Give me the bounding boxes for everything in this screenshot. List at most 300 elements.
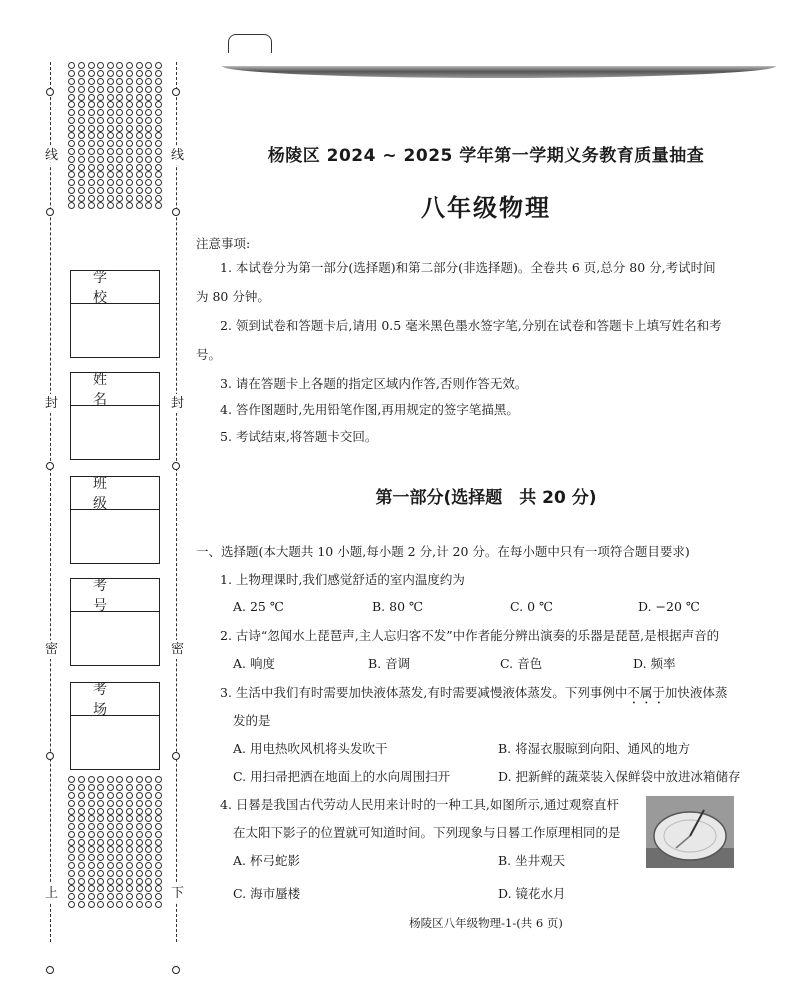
- binding-dot: [88, 187, 95, 194]
- binding-dot: [107, 164, 114, 171]
- field-box-name[interactable]: [70, 372, 160, 460]
- binding-dot: [107, 870, 114, 877]
- binding-dot: [88, 885, 95, 892]
- binding-dot: [68, 109, 75, 116]
- binding-dot: [97, 878, 104, 885]
- binding-dot: [145, 831, 152, 838]
- binding-dot: [97, 179, 104, 186]
- binding-dot: [78, 70, 85, 77]
- note-item-2-line-1: 2. 领到试卷和答题卡后,请用 0.5 毫米黑色墨水签字笔,分别在试卷和答题卡上填写姓名和考: [220, 318, 722, 333]
- binding-dot: [116, 195, 123, 202]
- binding-dot: [97, 776, 104, 783]
- binding-dot: [78, 815, 85, 822]
- binding-dot: [145, 171, 152, 178]
- binding-dot: [97, 839, 104, 846]
- binding-dot: [126, 885, 133, 892]
- question-4-stem-line-1: 4. 日晷是我国古代劳动人民用来计时的一种工具,如图所示,通过观察直杆: [220, 797, 619, 812]
- binding-dot: [88, 823, 95, 830]
- binding-dot: [97, 70, 104, 77]
- binding-dot: [68, 870, 75, 877]
- binding-dot: [97, 862, 104, 869]
- binding-dot: [155, 171, 162, 178]
- binding-dot: [78, 125, 85, 132]
- binding-dot: [126, 815, 133, 822]
- binding-dot: [68, 62, 75, 69]
- binding-dot: [136, 792, 143, 799]
- binding-dot: [107, 195, 114, 202]
- binding-dot: [107, 846, 114, 853]
- binding-dot: [136, 132, 143, 139]
- binding-dot: [68, 792, 75, 799]
- question-3-stem-line-1: [220, 683, 727, 707]
- binding-dot: [116, 800, 123, 807]
- binding-dot: [97, 140, 104, 147]
- binding-dot: [136, 870, 143, 877]
- binding-dot: [88, 792, 95, 799]
- binding-dot: [155, 839, 162, 846]
- binding-dot: [126, 70, 133, 77]
- binding-dot: [126, 148, 133, 155]
- binding-dot: [155, 792, 162, 799]
- notes-heading: 注意事项:: [196, 236, 251, 251]
- binding-dot: [97, 94, 104, 101]
- binding-dot: [116, 815, 123, 822]
- binding-knot: [172, 752, 180, 760]
- binding-dot: [126, 187, 133, 194]
- binding-dot: [136, 125, 143, 132]
- binding-dot: [68, 125, 75, 132]
- binding-dot: [126, 164, 133, 171]
- binding-dot: [107, 784, 114, 791]
- binding-dot: [68, 94, 75, 101]
- binding-dot: [116, 885, 123, 892]
- binding-dot: [126, 117, 133, 124]
- binding-dot: [145, 109, 152, 116]
- binding-dot: [136, 171, 143, 178]
- binding-dot: [145, 776, 152, 783]
- binding-dot: [107, 70, 114, 77]
- header-decorative-band: [222, 66, 776, 78]
- binding-dot: [145, 156, 152, 163]
- binding-dot: [145, 808, 152, 815]
- binding-dot: [78, 800, 85, 807]
- binding-dot: [78, 78, 85, 85]
- binding-dot: [88, 893, 95, 900]
- binding-dot: [88, 70, 95, 77]
- binding-knot: [46, 88, 54, 96]
- binding-dot: [68, 101, 75, 108]
- binding-marker-feng: 封: [45, 396, 59, 411]
- part1-instruction: 一、选择题(本大题共 10 小题,每小题 2 分,计 20 分。在每小题中只有一项符合题目要求): [196, 544, 690, 559]
- field-label-exam-room: 考场: [71, 683, 159, 716]
- sundial-image: [646, 796, 734, 868]
- binding-dot: [78, 831, 85, 838]
- binding-dot: [145, 901, 152, 908]
- binding-dot: [97, 901, 104, 908]
- binding-dot: [136, 109, 143, 116]
- binding-dot: [78, 86, 85, 93]
- binding-dot: [78, 878, 85, 885]
- binding-dot: [97, 195, 104, 202]
- binding-dot: [88, 854, 95, 861]
- binding-dot: [145, 885, 152, 892]
- binding-dot: [68, 823, 75, 830]
- binding-dot: [97, 792, 104, 799]
- binding-dot: [97, 171, 104, 178]
- binding-dot: [88, 870, 95, 877]
- binding-dot: [78, 901, 85, 908]
- binding-dot: [68, 86, 75, 93]
- binding-dot: [145, 101, 152, 108]
- binding-dot: [107, 156, 114, 163]
- field-label-school: 学校: [71, 271, 159, 304]
- binding-dot: [155, 854, 162, 861]
- binding-dot: [88, 117, 95, 124]
- binding-dot: [155, 78, 162, 85]
- binding-dot: [126, 854, 133, 861]
- binding-dot: [88, 808, 95, 815]
- binding-dot: [78, 171, 85, 178]
- binding-dot: [136, 140, 143, 147]
- binding-dot: [107, 101, 114, 108]
- binding-dot: [126, 893, 133, 900]
- binding-dot: [126, 808, 133, 815]
- binding-dot: [78, 132, 85, 139]
- binding-dot: [136, 808, 143, 815]
- binding-dot: [116, 179, 123, 186]
- question-1-option-c: C. 0 ℃: [510, 599, 553, 614]
- binding-dot: [116, 854, 123, 861]
- binding-dot: [78, 62, 85, 69]
- binding-dot: [145, 140, 152, 147]
- question-2-option-d: D. 频率: [633, 656, 676, 671]
- binding-dot: [155, 70, 162, 77]
- subject-title: 八年级物理: [421, 194, 551, 222]
- binding-dot: [107, 854, 114, 861]
- binding-dot: [97, 846, 104, 853]
- binding-dot: [126, 901, 133, 908]
- binding-strip: [0, 0, 200, 989]
- binding-dot: [116, 101, 123, 108]
- binding-dot: [116, 776, 123, 783]
- binding-dot: [136, 101, 143, 108]
- binding-knot: [172, 208, 180, 216]
- binding-dot: [126, 125, 133, 132]
- binding-dot: [136, 800, 143, 807]
- binding-marker-mi: 密: [45, 642, 59, 657]
- binding-dot: [136, 815, 143, 822]
- binding-dot: [126, 94, 133, 101]
- binding-dot: [107, 148, 114, 155]
- page-footer: 杨陵区八年级物理-1-(共 6 页): [409, 916, 563, 930]
- binding-dot: [97, 823, 104, 830]
- binding-dot: [68, 776, 75, 783]
- binding-dot: [136, 62, 143, 69]
- binding-dot: [145, 823, 152, 830]
- binding-dot: [107, 187, 114, 194]
- binding-dot: [97, 808, 104, 815]
- binding-dot: [107, 862, 114, 869]
- question-4-option-c: C. 海市蜃楼: [233, 886, 301, 901]
- binding-dot: [145, 784, 152, 791]
- binding-dot: [68, 800, 75, 807]
- binding-dot: [155, 187, 162, 194]
- binding-dot: [68, 140, 75, 147]
- binding-dot: [88, 132, 95, 139]
- binding-dot: [78, 776, 85, 783]
- binding-dot: [116, 117, 123, 124]
- binding-dot: [155, 893, 162, 900]
- question-3-stem-line-2: 发的是: [233, 713, 271, 728]
- question-3-option-d: D. 把新鲜的蔬菜装入保鲜袋中放进冰箱储存: [498, 769, 741, 784]
- binding-dot: [155, 808, 162, 815]
- binding-marker-feng: 封: [171, 396, 185, 411]
- question-4-option-d: D. 镜花水月: [498, 886, 566, 901]
- binding-dot: [88, 846, 95, 853]
- binding-dot: [97, 831, 104, 838]
- binding-dot: [116, 132, 123, 139]
- question-2-option-a: A. 响度: [233, 656, 275, 671]
- binding-dot: [107, 800, 114, 807]
- binding-dot: [78, 784, 85, 791]
- binding-dot: [136, 202, 143, 209]
- binding-dot: [78, 109, 85, 116]
- binding-dot: [155, 831, 162, 838]
- question-3-option-b: B. 将湿衣服晾到向阳、通风的地方: [498, 741, 691, 756]
- binding-dot: [126, 78, 133, 85]
- binding-dot: [145, 187, 152, 194]
- binding-dot: [97, 132, 104, 139]
- binding-dot: [145, 800, 152, 807]
- binding-dot: [145, 164, 152, 171]
- binding-dot: [126, 862, 133, 869]
- binding-dot: [78, 179, 85, 186]
- binding-dot: [97, 148, 104, 155]
- binding-dot: [88, 862, 95, 869]
- binding-dot: [78, 101, 85, 108]
- binding-dot: [145, 195, 152, 202]
- binding-dot: [97, 187, 104, 194]
- binding-dot: [136, 831, 143, 838]
- binding-dot: [68, 156, 75, 163]
- binding-dot: [68, 148, 75, 155]
- binding-dot: [88, 101, 95, 108]
- binding-dot: [116, 94, 123, 101]
- binding-dot: [136, 179, 143, 186]
- note-item-1-line-1: 1. 本试卷分为第一部分(选择题)和第二部分(非选择题)。全卷共 6 页,总分 80 分,考试时间: [220, 260, 716, 275]
- binding-dot: [97, 164, 104, 171]
- binding-dot: [68, 132, 75, 139]
- binding-dot: [155, 156, 162, 163]
- binding-dot: [126, 179, 133, 186]
- binding-dot: [88, 784, 95, 791]
- binding-dot: [107, 776, 114, 783]
- binding-dot: [88, 901, 95, 908]
- binding-dot: [88, 164, 95, 171]
- binding-dot: [68, 839, 75, 846]
- binding-dot: [107, 117, 114, 124]
- question-4-option-a: A. 杯弓蛇影: [233, 853, 300, 868]
- binding-dot: [136, 776, 143, 783]
- question-3-option-c: C. 用扫帚把洒在地面上的水向周围扫开: [233, 769, 451, 784]
- binding-dot: [136, 94, 143, 101]
- binding-dot: [136, 862, 143, 869]
- binding-dot: [126, 156, 133, 163]
- binding-knot: [46, 752, 54, 760]
- binding-dot: [107, 893, 114, 900]
- binding-dot: [97, 893, 104, 900]
- binding-dot: [68, 187, 75, 194]
- binding-knot: [46, 208, 54, 216]
- binding-dot: [116, 839, 123, 846]
- binding-dot: [136, 846, 143, 853]
- binding-dot: [68, 885, 75, 892]
- binding-dot: [145, 878, 152, 885]
- binding-dot: [97, 800, 104, 807]
- binding-dot: [88, 800, 95, 807]
- binding-knot: [46, 966, 54, 974]
- binding-dot: [107, 62, 114, 69]
- binding-dot: [107, 78, 114, 85]
- question-2-stem: 2. 古诗“忽闻水上琵琶声,主人忘归客不发”中作者能分辨出演奏的乐器是琵琶,是根据声音的: [220, 628, 720, 643]
- binding-dot: [68, 78, 75, 85]
- binding-dot: [116, 109, 123, 116]
- binding-dot: [116, 862, 123, 869]
- binding-dot: [88, 202, 95, 209]
- binding-dot: [78, 808, 85, 815]
- binding-dot: [78, 870, 85, 877]
- field-box-class[interactable]: [70, 476, 160, 564]
- binding-dot: [107, 179, 114, 186]
- binding-dot: [145, 815, 152, 822]
- binding-dot: [155, 885, 162, 892]
- binding-dot: [136, 885, 143, 892]
- note-item-5: 5. 考试结束,将答题卡交回。: [220, 429, 378, 444]
- binding-dot: [97, 117, 104, 124]
- binding-knot: [172, 966, 180, 974]
- field-box-exam-room[interactable]: [70, 682, 160, 770]
- binding-dot: [116, 156, 123, 163]
- binding-dot: [126, 171, 133, 178]
- binding-dot: [126, 195, 133, 202]
- binding-dot: [155, 862, 162, 869]
- binding-dot: [116, 148, 123, 155]
- binding-dot: [136, 117, 143, 124]
- binding-dot: [88, 125, 95, 132]
- binding-dot: [126, 878, 133, 885]
- binding-dot: [97, 78, 104, 85]
- note-item-4: 4. 答作图题时,先用铅笔作图,再用规定的签字笔描黑。: [220, 402, 519, 417]
- binding-dot: [116, 78, 123, 85]
- binding-dot: [155, 870, 162, 877]
- binding-dot: [126, 140, 133, 147]
- binding-dot: [136, 78, 143, 85]
- header-tab-shape: [228, 34, 272, 53]
- binding-dot: [145, 70, 152, 77]
- binding-dot: [145, 202, 152, 209]
- binding-dot: [88, 179, 95, 186]
- binding-dot: [88, 776, 95, 783]
- binding-dot: [107, 140, 114, 147]
- binding-dot: [145, 862, 152, 869]
- binding-dot: [155, 195, 162, 202]
- binding-dot: [107, 831, 114, 838]
- question-2-option-c: C. 音色: [500, 656, 543, 671]
- field-box-exam-number[interactable]: [70, 578, 160, 666]
- part1-title: 第一部分(选择题 共 20 分): [375, 488, 597, 508]
- binding-dot: [136, 164, 143, 171]
- binding-dot: [126, 792, 133, 799]
- binding-dot: [116, 86, 123, 93]
- binding-dot: [68, 164, 75, 171]
- binding-dot: [116, 792, 123, 799]
- binding-dot: [116, 823, 123, 830]
- binding-dot: [136, 854, 143, 861]
- binding-dot: [116, 202, 123, 209]
- binding-dot: [68, 854, 75, 861]
- binding-dot: [107, 815, 114, 822]
- binding-dot: [136, 148, 143, 155]
- binding-dot: [88, 156, 95, 163]
- binding-dot: [155, 179, 162, 186]
- dot-grid-top: [68, 62, 164, 210]
- binding-dot: [145, 78, 152, 85]
- note-item-1-line-2: 为 80 分钟。: [196, 289, 270, 304]
- binding-dot: [145, 94, 152, 101]
- binding-dot: [88, 171, 95, 178]
- binding-dot: [78, 94, 85, 101]
- binding-dot: [155, 140, 162, 147]
- binding-dot: [88, 878, 95, 885]
- binding-knot: [172, 462, 180, 470]
- binding-dot: [155, 62, 162, 69]
- binding-dot: [68, 808, 75, 815]
- binding-dot: [107, 202, 114, 209]
- binding-dot: [97, 62, 104, 69]
- binding-dot: [145, 846, 152, 853]
- binding-dot: [107, 792, 114, 799]
- binding-dot: [88, 839, 95, 846]
- binding-dot: [107, 132, 114, 139]
- binding-dot: [116, 62, 123, 69]
- question-1-option-b: B. 80 ℃: [372, 599, 423, 614]
- binding-dot: [97, 870, 104, 877]
- binding-dot: [68, 862, 75, 869]
- question-1-stem: 1. 上物理课时,我们感觉舒适的室内温度约为: [220, 572, 465, 587]
- binding-dot: [78, 187, 85, 194]
- binding-dot: [107, 808, 114, 815]
- binding-dot: [78, 839, 85, 846]
- binding-dot: [107, 901, 114, 908]
- question-3-emphasis: 不属于: [627, 685, 665, 700]
- binding-dot: [97, 125, 104, 132]
- field-label-name: 姓名: [71, 373, 159, 406]
- binding-dot: [78, 164, 85, 171]
- binding-dot: [155, 164, 162, 171]
- binding-dot: [78, 156, 85, 163]
- binding-dot: [145, 132, 152, 139]
- binding-dot: [107, 125, 114, 132]
- field-box-school[interactable]: [70, 270, 160, 358]
- binding-dot: [116, 140, 123, 147]
- binding-marker-xia: 下: [171, 886, 185, 901]
- binding-dot: [126, 62, 133, 69]
- binding-dot: [126, 86, 133, 93]
- binding-dot: [78, 195, 85, 202]
- binding-dot: [88, 94, 95, 101]
- exam-title: 杨陵区 2024 ~ 2025 学年第一学期义务教育质量抽查: [267, 146, 705, 166]
- binding-dot: [136, 70, 143, 77]
